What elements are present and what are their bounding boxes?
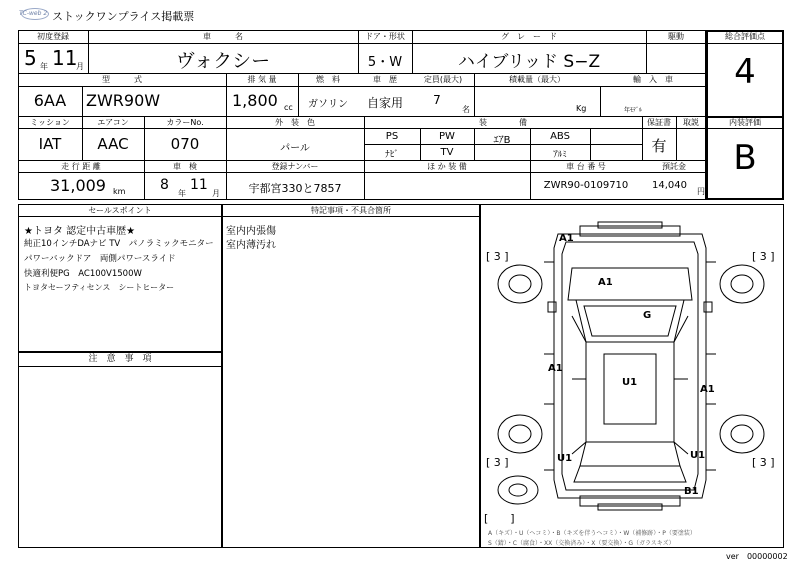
sales-line: パワーバックドア 両側パワースライド — [24, 254, 176, 264]
mileage-value: 31,009 — [50, 176, 106, 195]
remarks-box — [222, 204, 480, 548]
load-header: 積載量（最大） — [509, 75, 565, 84]
equip-item: PW — [439, 131, 455, 142]
mission-value: IAT — [38, 135, 62, 153]
first-reg-day: 11 — [52, 46, 78, 70]
inspection-header: 車 検 — [173, 162, 197, 171]
sales-line: ★トヨタ 認定中古車歴★ — [24, 226, 136, 237]
remark-line: 室内内張傷 — [226, 226, 276, 237]
aircon-value: AAC — [97, 135, 129, 153]
damage-code: G — [643, 310, 652, 321]
car-name-value: ヴォクシー — [175, 50, 271, 72]
overall-score: 4 — [734, 52, 756, 92]
history-value: 自家用 — [366, 96, 403, 110]
year-unit: 年 — [40, 62, 48, 71]
fuel-value: ガソリン — [308, 99, 348, 110]
damage-code: A1 — [700, 384, 715, 395]
damage-code: U1 — [622, 377, 638, 388]
type-header: 型 式 — [102, 75, 142, 84]
interior-score: B — [733, 138, 757, 178]
car-name-header: 車 名 — [203, 32, 243, 41]
remark-line: 室内薄汚れ — [226, 240, 276, 251]
damage-code: A1 — [598, 277, 613, 288]
door-header: ドア・形状 — [365, 32, 405, 41]
history-header: 車 歴 — [373, 75, 397, 84]
displacement-header: 排 気 量 — [247, 75, 277, 84]
overall-header: 総合評価点 — [725, 32, 765, 41]
deposit-header: 預託金 — [662, 162, 686, 171]
notes-header: 注 意 事 項 — [88, 354, 152, 364]
legend-line-1: A（キズ）・U（ヘコミ）・B（キズを伴うヘコミ）・W（補修跡）・P（要塗装） — [488, 530, 696, 537]
first-reg-header: 初度登録 — [37, 32, 69, 41]
tire-bracket: [ 3 ] — [752, 456, 775, 469]
other-equip-header: ほ か 装 備 — [427, 162, 467, 171]
color-no-header: カラーNo. — [166, 118, 204, 127]
spare-bracket: [ ] — [484, 512, 515, 525]
door-value: 5・W — [367, 55, 403, 70]
equip-item: TV — [440, 147, 454, 158]
import-note: 年ﾓﾃﾞﾙ — [624, 107, 643, 114]
insp-year-unit: 年 — [178, 189, 186, 198]
notes-box — [18, 352, 222, 548]
deposit-value: 14,040 — [652, 180, 687, 191]
yen-unit: 円 — [697, 187, 705, 196]
page-title: ストックワンプライス掲載票 — [52, 10, 195, 23]
insp-month-unit: 月 — [212, 189, 220, 198]
interior-header: 内装評価 — [729, 118, 761, 127]
tire-bracket: [ 3 ] — [486, 250, 509, 263]
capacity-header: 定員(最大) — [423, 75, 463, 84]
damage-code: A1 — [559, 233, 574, 244]
damage-code: U1 — [557, 453, 573, 464]
equip-item: ｱﾙﾐ — [553, 150, 567, 160]
month-unit: 月 — [76, 62, 84, 71]
drive-header: 駆動 — [668, 32, 684, 41]
plate-value: 宇都宮330と7857 — [248, 182, 342, 195]
manual-header: 取説 — [683, 118, 699, 127]
mission-header: ミッション — [30, 118, 70, 127]
grade-header: グ レ ー ド — [501, 32, 557, 41]
equipment-header: 装 備 — [479, 118, 527, 127]
capacity-unit: 名 — [462, 105, 470, 114]
damage-code: U1 — [690, 450, 706, 461]
sales-line: トヨタセーフティセンス シートヒーター — [24, 283, 175, 292]
ext-color-header: 外 装 色 — [275, 118, 315, 127]
equip-item: ﾅﾋﾞ — [385, 150, 399, 160]
version-label: ver 00000002 — [726, 552, 788, 561]
color-no-value: 070 — [170, 135, 200, 153]
load-unit: Kg — [576, 104, 587, 113]
damage-code: B1 — [684, 486, 699, 497]
sales-line: 純正10インチDAナビ TV パノラミックモニター — [24, 239, 214, 249]
inspection-year: 8 — [160, 177, 169, 193]
chassis-header: 車 台 番 号 — [566, 162, 606, 171]
damage-code: A1 — [548, 363, 563, 374]
equip-item: ｴｱB — [493, 135, 511, 146]
first-reg-month: 5 — [24, 46, 37, 70]
ext-color-value: パール — [280, 143, 310, 154]
mileage-header: 走 行 距 離 — [61, 162, 101, 171]
displacement-value: 1,800 — [232, 91, 278, 110]
equip-item: ABS — [550, 131, 570, 142]
warranty-value: 有 — [651, 137, 667, 155]
tc-web-logo: TC-web 2 — [17, 7, 49, 21]
sales-points-header: セールスポイント — [88, 206, 152, 215]
inspection-month: 11 — [190, 177, 208, 193]
chassis-value: ZWR90-0109710 — [543, 180, 629, 191]
warranty-header: 保証書 — [647, 118, 671, 127]
type-prefix: 6AA — [33, 91, 67, 110]
grade-value: ハイブリッド S−Z — [457, 52, 601, 72]
car-diagram — [480, 204, 784, 548]
aircon-header: エアコン — [97, 118, 129, 127]
km-unit: km — [113, 187, 126, 196]
tire-bracket: [ 3 ] — [752, 250, 775, 263]
legend-line-2: S（錆）・C（腐食）・XX（交換済み）・X（要交換）・G（ガラスキズ） — [488, 540, 675, 547]
capacity-value: 7 — [433, 93, 441, 107]
sales-line: 快適利便PG AC100V1500W — [24, 269, 142, 279]
cc-unit: cc — [284, 103, 293, 112]
tire-bracket: [ 3 ] — [486, 456, 509, 469]
remarks-header: 特記事項・不具合箇所 — [311, 206, 391, 215]
equip-item: PS — [385, 131, 399, 142]
model-code: ZWR90W — [86, 91, 161, 110]
import-header: 輸 入 車 — [633, 75, 673, 84]
fuel-header: 燃 料 — [316, 75, 340, 84]
plate-header: 登録ナンバー — [271, 162, 319, 171]
